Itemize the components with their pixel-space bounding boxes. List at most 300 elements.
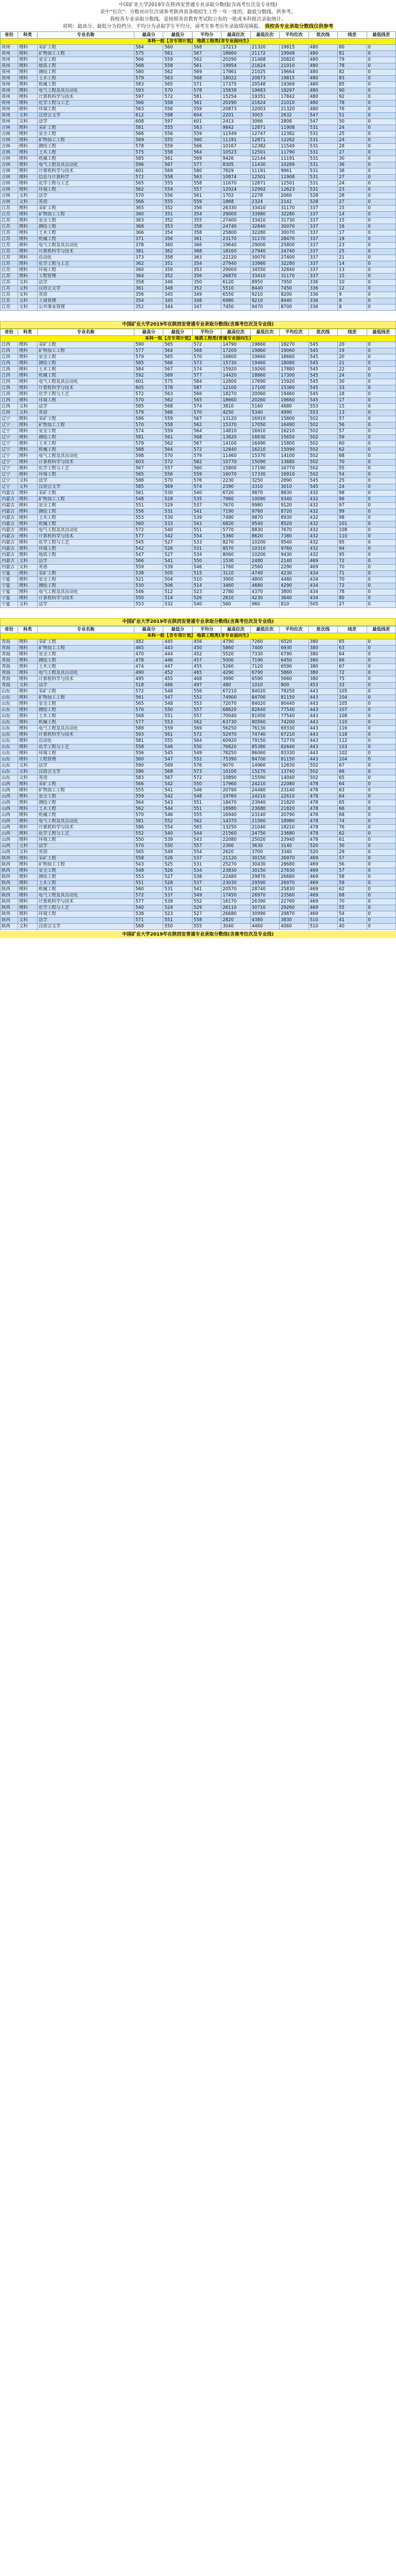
table-cell: 380 <box>308 639 337 646</box>
table-cell: 采矿工程 <box>38 782 134 788</box>
table-cell: 57 <box>338 429 367 435</box>
table-row <box>1 162 396 168</box>
table-row <box>1 812 396 819</box>
table-cell: 554 <box>163 187 192 193</box>
table-cell: 570 <box>134 193 163 199</box>
table-cell: 江苏 <box>1 292 18 298</box>
table-cell: 0 <box>367 422 396 429</box>
table-cell: 62 <box>338 447 367 453</box>
table-row <box>1 51 396 57</box>
column-header: 科类 <box>18 626 38 633</box>
table-row <box>1 589 396 596</box>
table-cell: 计算机科学与技术 <box>38 676 134 683</box>
table-cell: 江西 <box>1 404 18 410</box>
table-cell: 559 <box>192 472 221 478</box>
table-row <box>1 757 396 763</box>
table-cell: 文科 <box>18 602 38 608</box>
table-cell: 0 <box>367 156 396 162</box>
table-cell: 0 <box>367 367 396 373</box>
table-cell: 工程管理 <box>38 757 134 763</box>
table-cell: 434 <box>308 577 337 583</box>
table-cell: 法学 <box>38 193 134 199</box>
table-cell: 18160 <box>221 249 250 255</box>
table-row <box>1 744 396 751</box>
table-cell: 432 <box>308 515 337 521</box>
table-cell: 计算机科学与技术 <box>38 732 134 738</box>
table-cell: 432 <box>308 534 337 540</box>
table-row <box>1 342 396 348</box>
table-cell: 18660 <box>280 354 308 361</box>
table-cell: 560 <box>163 45 192 51</box>
table-cell: 法学 <box>38 558 134 565</box>
table-cell: 测绘工程 <box>38 874 134 880</box>
table-cell: 572 <box>163 460 192 466</box>
table-cell: 531 <box>308 181 337 187</box>
table-cell: 566 <box>134 131 163 138</box>
table-cell: 59 <box>338 435 367 441</box>
table-cell: 358 <box>163 255 192 261</box>
table-cell: 4290 <box>221 670 250 676</box>
table-cell: 山西 <box>1 843 18 850</box>
table-cell: 585 <box>134 156 163 162</box>
table-cell: 337 <box>308 267 337 274</box>
table-cell: 3110 <box>221 571 250 577</box>
table-cell: 478 <box>308 819 337 825</box>
table-cell: 572 <box>134 893 163 899</box>
table-cell: 理科 <box>18 509 38 515</box>
table-cell: 0 <box>367 175 396 181</box>
table-cell: 19460 <box>280 392 308 398</box>
header-line-2: 表中“位次”：分数对应位次请参考陕西省各级招生工作一年一度的，最低分数线，供参考。 <box>100 9 296 15</box>
table-cell: 553 <box>308 410 337 416</box>
table-row <box>1 701 396 707</box>
table-cell: 30430 <box>250 862 279 868</box>
table-cell: 549 <box>192 751 221 757</box>
table-cell: 理科 <box>18 348 38 354</box>
table-cell: 理科 <box>18 800 38 806</box>
table-cell: 9070 <box>221 763 250 769</box>
table-cell: 10310 <box>250 546 279 552</box>
table-cell: 65 <box>338 800 367 806</box>
table-cell: 83 <box>338 76 367 82</box>
table-cell: 434 <box>308 583 337 589</box>
table-cell: 化学工程与工艺 <box>38 831 134 837</box>
table-cell: 理科 <box>18 732 38 738</box>
table-cell: 4230 <box>280 571 308 577</box>
table-cell: 江西 <box>1 385 18 392</box>
table-cell: 569 <box>192 156 221 162</box>
table-row <box>1 472 396 478</box>
table-cell: 560 <box>134 521 163 528</box>
table-cell: 21560 <box>221 831 250 837</box>
table-cell: 理科 <box>18 899 38 905</box>
table-cell: 理科 <box>18 187 38 193</box>
table-cell: 56 <box>338 862 367 868</box>
table-cell: 556 <box>163 472 192 478</box>
table-cell: 0 <box>367 911 396 918</box>
table-cell: 土木工程 <box>38 230 134 236</box>
table-cell: 0 <box>367 893 396 899</box>
table-cell: 77540 <box>280 707 308 714</box>
table-row <box>1 683 396 689</box>
table-row <box>1 82 396 88</box>
table-cell: 336 <box>308 280 337 286</box>
table-cell: 6720 <box>221 490 250 497</box>
table-cell: 569 <box>163 484 192 490</box>
table-cell: 526 <box>163 546 192 552</box>
table-cell: 0 <box>367 664 396 670</box>
table-cell: 24740 <box>280 249 308 255</box>
table-cell: 0 <box>367 255 396 261</box>
table-cell: 588 <box>134 478 163 484</box>
table-cell: 518 <box>134 683 163 689</box>
table-cell: 469 <box>308 893 337 899</box>
table-cell: 545 <box>308 348 337 354</box>
table-cell: 5860 <box>280 670 308 676</box>
table-cell: 380 <box>308 652 337 658</box>
table-cell: 77540 <box>280 714 308 720</box>
table-cell: 432 <box>308 503 337 509</box>
table-cell: 青海 <box>1 658 18 664</box>
table-cell: 337 <box>308 230 337 236</box>
table-cell: 63730 <box>221 720 250 726</box>
table-cell: 502 <box>308 763 337 769</box>
table-cell: 16910 <box>280 472 308 478</box>
table-cell: 552 <box>163 819 192 825</box>
table-cell: 12747 <box>250 131 279 138</box>
table-cell: 585 <box>134 484 163 490</box>
table-cell: 理科 <box>18 249 38 255</box>
table-cell: 8720 <box>280 509 308 515</box>
table-cell: 541 <box>163 788 192 794</box>
table-cell: 辽宁 <box>1 447 18 453</box>
table-cell: 文科 <box>18 199 38 206</box>
table-cell: 12840 <box>221 447 250 453</box>
table-cell: 60 <box>338 441 367 447</box>
table-cell: 计算机科学与技术 <box>38 249 134 255</box>
table-cell: 532 <box>163 602 192 608</box>
table-cell: 理科 <box>18 744 38 751</box>
table-cell: 32280 <box>250 230 279 236</box>
table-cell: 505 <box>308 602 337 608</box>
table-cell: 10289 <box>280 162 308 168</box>
table-cell: 1868 <box>221 199 250 206</box>
table-cell: 法学 <box>38 918 134 924</box>
table-cell: 380 <box>308 676 337 683</box>
table-cell: 16210 <box>280 429 308 435</box>
table-cell: 18 <box>338 392 367 398</box>
table-cell: 17842 <box>280 94 308 100</box>
table-cell: 349 <box>192 292 221 298</box>
table-cell: 吉林 <box>1 156 18 162</box>
table-cell: 356 <box>163 236 192 243</box>
table-cell: 354 <box>192 212 221 218</box>
table-cell: 6590 <box>250 676 279 683</box>
table-cell: 30 <box>338 379 367 385</box>
table-cell: 455 <box>163 676 192 683</box>
table-cell: 理科 <box>18 236 38 243</box>
table-cell: 360 <box>163 243 192 249</box>
column-header: 科类 <box>18 32 38 39</box>
table-cell: 0 <box>367 689 396 695</box>
table-cell: 358 <box>192 230 221 236</box>
table-cell: 15 <box>338 404 367 410</box>
table-cell: 1530 <box>221 558 250 565</box>
table-row <box>1 720 396 726</box>
table-cell: 土木工程 <box>38 664 134 670</box>
table-cell: 550 <box>192 558 221 565</box>
table-cell: 山西 <box>1 788 18 794</box>
table-cell: 361 <box>192 236 221 243</box>
table-cell: 理科 <box>18 577 38 583</box>
table-cell: 565 <box>134 850 163 856</box>
table-cell: 480 <box>308 51 337 57</box>
table-cell: 21 <box>338 361 367 367</box>
table-cell: 96 <box>338 497 367 503</box>
table-cell: 21320 <box>250 45 279 51</box>
table-cell: 19660 <box>280 398 308 404</box>
table-cell: 21172 <box>250 51 279 57</box>
table-cell: 432 <box>308 509 337 515</box>
table-cell: 汉语言文学 <box>38 924 134 930</box>
table-cell: 山东 <box>1 720 18 726</box>
table-cell: 0 <box>367 162 396 168</box>
table-cell: 506 <box>163 583 192 589</box>
table-cell: 0 <box>367 88 396 94</box>
table-cell: 90 <box>338 88 367 94</box>
table-cell: 矿物加工工程 <box>38 212 134 218</box>
table-cell: 土木工程 <box>38 441 134 447</box>
table-cell: 559 <box>134 565 163 571</box>
table-cell: 366 <box>134 230 163 236</box>
table-cell: 理科 <box>18 670 38 676</box>
table-cell: 525 <box>163 862 192 868</box>
table-cell: 584 <box>134 45 163 51</box>
table-cell: 2820 <box>221 918 250 924</box>
table-cell: 535 <box>192 497 221 503</box>
table-cell: 521 <box>134 577 163 583</box>
table-cell: 2060 <box>280 193 308 199</box>
table-cell: 陕西 <box>1 862 18 868</box>
table-cell: 556 <box>163 131 192 138</box>
column-header: 批次线 <box>308 32 337 39</box>
table-cell: 432 <box>308 546 337 552</box>
table-row <box>1 156 396 162</box>
table-cell: 18080 <box>280 361 308 367</box>
table-cell: 84020 <box>250 689 279 695</box>
table-cell: 12501 <box>280 181 308 187</box>
table-cell: 贵州 <box>1 88 18 94</box>
table-cell: 24 <box>338 125 367 131</box>
table-cell: 0 <box>367 404 396 410</box>
table-cell: 528 <box>308 199 337 206</box>
table-cell: 17300 <box>280 373 308 379</box>
table-cell: 汉语言文学 <box>38 286 134 292</box>
table-row <box>1 230 396 236</box>
table-cell: 568 <box>192 45 221 51</box>
table-cell: 31170 <box>280 206 308 212</box>
table-cell: 自动化 <box>38 255 134 261</box>
table-cell: 434 <box>308 571 337 577</box>
table-cell: 2610 <box>221 596 250 602</box>
table-row <box>1 466 396 472</box>
table-cell: 552 <box>192 695 221 701</box>
table-cell: 584 <box>192 379 221 385</box>
table-cell: 理科 <box>18 435 38 441</box>
table-cell: 41 <box>338 918 367 924</box>
table-cell: 337 <box>308 212 337 218</box>
table-cell: 529 <box>163 503 192 509</box>
table-cell: 530 <box>163 490 192 497</box>
table-cell: 理科 <box>18 76 38 82</box>
table-cell: 环境工程 <box>38 398 134 404</box>
table-cell: 安全工程 <box>38 354 134 361</box>
table-cell: 29870 <box>250 874 279 880</box>
table-cell: 380 <box>308 664 337 670</box>
table-cell: 81950 <box>250 714 279 720</box>
table-cell: 531 <box>308 168 337 175</box>
table-cell: 0 <box>367 212 396 218</box>
table-cell: 山东 <box>1 744 18 751</box>
table-cell: 0 <box>367 540 396 546</box>
table-cell: 0 <box>367 94 396 100</box>
table-cell: 21624 <box>250 100 279 107</box>
table-cell: 538 <box>134 911 163 918</box>
table-cell: 450 <box>192 646 221 652</box>
column-header: 最低分 <box>163 32 192 39</box>
table-cell: 8830 <box>250 528 279 534</box>
table-cell: 346 <box>163 280 192 286</box>
table-header-row <box>1 32 396 39</box>
table-cell: 3810 <box>221 404 250 410</box>
table-cell: 24 <box>338 484 367 490</box>
table-cell: 理科 <box>18 701 38 707</box>
table-cell: 安全工程 <box>38 794 134 800</box>
table-cell: 19460 <box>250 361 279 367</box>
table-cell: 565 <box>163 82 192 88</box>
table-cell: 103 <box>338 744 367 751</box>
table-cell: 理科 <box>18 646 38 652</box>
table-cell: 电气工程及其自动化 <box>38 379 134 385</box>
table-cell: 青海 <box>1 683 18 689</box>
table-cell: 9340 <box>280 497 308 503</box>
table-cell: 557 <box>192 714 221 720</box>
table-cell: 青海 <box>1 639 18 646</box>
table-cell: 13 <box>338 410 367 416</box>
table-cell: 569 <box>134 138 163 144</box>
table-cell: 560 <box>221 602 250 608</box>
table-cell: 20290 <box>221 100 250 107</box>
table-cell: 化学工程与工艺 <box>38 744 134 751</box>
table-cell: 81 <box>338 51 367 57</box>
table-cell: 测绘工程 <box>38 707 134 714</box>
table-cell: 理科 <box>18 466 38 472</box>
table-cell: 计算机科学与技术 <box>38 94 134 100</box>
table-cell: 理科 <box>18 862 38 868</box>
table-cell: 478 <box>308 806 337 812</box>
column-header: 省份 <box>1 32 18 39</box>
table-cell: 566 <box>192 392 221 398</box>
table-cell: 陕西 <box>1 911 18 918</box>
table-cell: 0 <box>367 187 396 193</box>
table-cell: 558 <box>163 175 192 181</box>
table-cell: 105 <box>338 701 367 707</box>
table-cell: 文科 <box>18 286 38 292</box>
table-cell: 528 <box>163 497 192 503</box>
table-cell: 0 <box>367 924 396 930</box>
table-cell: 62 <box>338 831 367 837</box>
table-cell: 山东 <box>1 726 18 732</box>
table-cell: 0 <box>367 515 396 521</box>
table-cell: 337 <box>308 206 337 212</box>
table-row <box>1 880 396 887</box>
table-cell: 山东 <box>1 714 18 720</box>
table-cell: 化学工程与工艺 <box>38 905 134 911</box>
table-cell: 4790 <box>221 639 250 646</box>
table-cell: 480 <box>308 88 337 94</box>
table-cell: 环境工程 <box>38 751 134 757</box>
table-cell: 3460 <box>221 583 250 589</box>
table-cell: 辽宁 <box>1 429 18 435</box>
table-cell: 0 <box>367 757 396 763</box>
table-cell: 469 <box>308 856 337 862</box>
table-cell: 0 <box>367 410 396 416</box>
table-cell: 地质工程 <box>38 552 134 558</box>
table-cell: 539 <box>192 515 221 521</box>
table-cell: 2560 <box>250 565 279 571</box>
table-row <box>1 76 396 82</box>
table-cell: 理科 <box>18 831 38 837</box>
table-cell: 26680 <box>221 911 250 918</box>
table-cell: 72070 <box>221 701 250 707</box>
table-cell: 57 <box>338 868 367 874</box>
table-cell: 380 <box>308 670 337 676</box>
table-cell: 9540 <box>280 540 308 546</box>
table-cell: 0 <box>367 453 396 460</box>
table-cell: 561 <box>192 193 221 199</box>
table-cell: 0 <box>367 850 396 856</box>
table-cell: 84700 <box>250 695 279 701</box>
table-cell: 558 <box>134 856 163 862</box>
table-cell: 66 <box>338 806 367 812</box>
table-cell: 502 <box>308 460 337 466</box>
table-cell: 443 <box>308 744 337 751</box>
table-cell: 7480 <box>221 515 250 521</box>
table-cell: 0 <box>367 646 396 652</box>
section-gap <box>0 311 396 321</box>
batch-header-row <box>1 633 396 639</box>
table-cell: 6590 <box>280 664 308 670</box>
table-cell: 安全工程 <box>38 503 134 509</box>
table-cell: 吉林 <box>1 131 18 138</box>
table-cell: 337 <box>308 243 337 249</box>
table-cell: 测绘工程 <box>38 361 134 367</box>
table-cell: 山东 <box>1 763 18 769</box>
table-cell: 569 <box>163 168 192 175</box>
table-cell: 理科 <box>18 806 38 812</box>
table-cell: 14810 <box>221 429 250 435</box>
table-cell: 11430 <box>250 162 279 168</box>
table-cell: 16800 <box>221 354 250 361</box>
table-cell: 0 <box>367 107 396 113</box>
table-cell: 57 <box>338 856 367 862</box>
table-row <box>1 825 396 831</box>
table-cell: 34550 <box>250 267 279 274</box>
table-cell: 92 <box>338 94 367 100</box>
table-cell: 山西 <box>1 812 18 819</box>
table-cell: 586 <box>134 769 163 775</box>
table-cell: 534 <box>192 868 221 874</box>
